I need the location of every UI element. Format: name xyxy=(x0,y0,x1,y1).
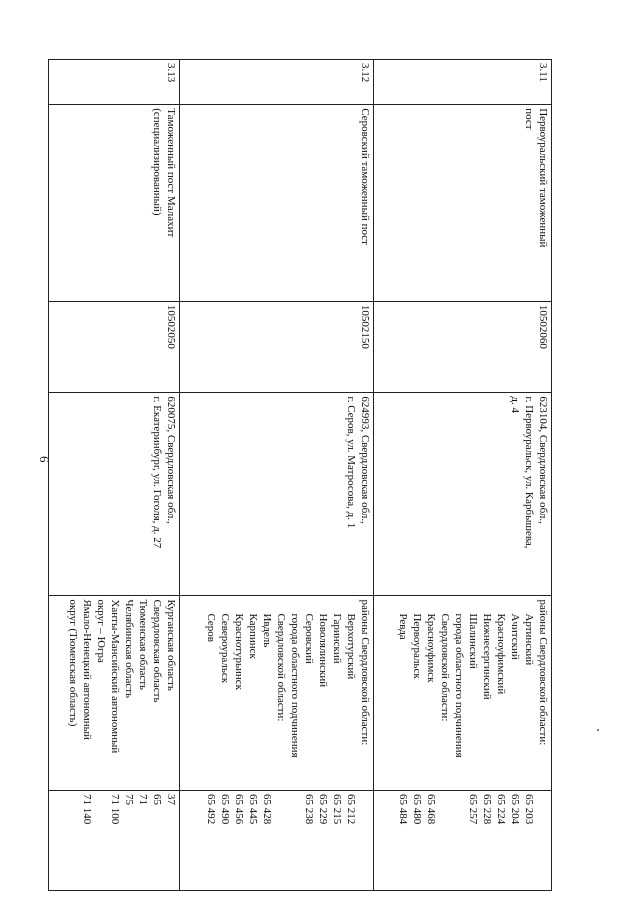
post-name-line: Серовский таможенный пост xyxy=(358,108,371,245)
page-number: 6 xyxy=(37,456,52,463)
post-name-cell xyxy=(373,105,551,302)
areas-cell xyxy=(49,596,180,791)
area-line: города областного подчинения xyxy=(453,613,465,758)
post-code: 10502060 xyxy=(373,301,551,393)
okato-line xyxy=(358,794,372,887)
post-name-line: Таможенный пост Малахит xyxy=(164,108,177,238)
okato-line: 71 xyxy=(136,794,149,806)
address-line: г. Серов, ул. Матросова, д. 1 xyxy=(344,396,357,529)
row-number: 3.11 xyxy=(373,60,551,105)
area-line: округ (Тюменская область) xyxy=(66,599,79,727)
area-line: Нижнесергинский xyxy=(481,613,493,700)
rotated-table-container xyxy=(48,59,552,891)
area-line: Серовский xyxy=(302,613,315,664)
okato-line: 37 xyxy=(164,794,177,806)
area-line: районы Свердловской области: xyxy=(358,599,371,746)
okato-line: 65 212 xyxy=(344,794,357,825)
area-line: Ивдель xyxy=(260,613,273,648)
area-line: Свердловской области: xyxy=(439,613,451,722)
okato-line xyxy=(536,794,550,887)
area-line: Верхотурский xyxy=(344,613,357,680)
area-line: Ханты-Мансийский автономный xyxy=(108,599,121,754)
okato-line xyxy=(288,794,302,887)
okato-line: 65 203 xyxy=(523,794,535,825)
okato-line: 65 484 xyxy=(397,794,409,825)
address-line: 620075, Свердловская обл., xyxy=(164,396,177,524)
areas-cell xyxy=(179,596,373,791)
post-code: 10502050 xyxy=(49,301,180,393)
area-line: Серов xyxy=(204,613,217,642)
area-line: Гаринский xyxy=(330,613,343,664)
address-line: 623104, Свердловская обл., xyxy=(537,396,549,524)
table-row xyxy=(49,60,180,891)
okato-line: 75 xyxy=(122,794,135,806)
okato-line: 65 215 xyxy=(330,794,343,825)
area-line: Курганская область xyxy=(164,599,177,691)
area-line: районы Свердловской области: xyxy=(537,599,549,746)
area-line: Ачитский xyxy=(509,613,521,660)
area-line: Челябинская область xyxy=(122,599,135,699)
okato-line xyxy=(452,794,466,887)
okato-line: 65 492 xyxy=(204,794,217,825)
area-line: Красноуфимск xyxy=(425,613,437,683)
okato-line: 71 140 xyxy=(80,794,93,825)
post-name-cell xyxy=(49,105,180,302)
okato-cell xyxy=(49,791,180,891)
post-code: 10502150 xyxy=(179,301,373,393)
area-line: Красноуфимский xyxy=(495,613,507,695)
okato-line: 65 456 xyxy=(232,794,245,825)
okato-cell xyxy=(373,791,551,891)
okato-line: 65 490 xyxy=(218,794,231,825)
okato-line: 65 229 xyxy=(316,794,329,825)
area-line: Ревда xyxy=(397,613,409,640)
address-line: г. Екатеринбург, ул. Гоголя, д. 27 xyxy=(150,396,163,549)
area-line: округ – Югра xyxy=(94,599,107,663)
post-name-cell xyxy=(179,105,373,302)
area-line: Ямало-Ненецкий автономный xyxy=(80,599,93,740)
area-line: Артинский xyxy=(523,613,535,666)
okato-line xyxy=(94,794,108,887)
table-row xyxy=(373,60,551,891)
area-line: Свердловская область xyxy=(150,599,163,703)
address-cell xyxy=(373,393,551,596)
address-line: 624993, Свердловская обл., xyxy=(358,396,371,524)
okato-line xyxy=(438,794,452,887)
address-cell xyxy=(49,393,180,596)
area-line: Тюменская область xyxy=(136,599,149,691)
areas-cell xyxy=(373,596,551,791)
area-line: Свердловской области: xyxy=(274,613,287,722)
area-line: Новолялинский xyxy=(316,613,329,688)
customs-posts-table xyxy=(48,59,552,891)
table-row xyxy=(179,60,373,891)
post-name-line: Первоуральский таможенный xyxy=(537,108,549,248)
okato-line: 65 238 xyxy=(302,794,315,825)
okato-line xyxy=(66,794,80,887)
okato-line: 65 228 xyxy=(481,794,493,825)
scan-dot xyxy=(597,729,599,731)
okato-line: 65 224 xyxy=(495,794,507,825)
okato-line: 65 445 xyxy=(246,794,259,825)
okato-line: 65 257 xyxy=(467,794,479,825)
area-line: Североуральск xyxy=(218,613,231,684)
area-line: Первоуральск xyxy=(411,613,423,679)
address-line: д. 4 xyxy=(509,396,521,414)
area-line: Краснотурьинск xyxy=(232,613,245,690)
post-name-line: (специализированный) xyxy=(150,108,163,216)
okato-line: 65 204 xyxy=(509,794,521,825)
area-line: Карпинск xyxy=(246,613,259,659)
address-line: г. Первоуральск, ул. Карбышева, xyxy=(523,396,535,549)
okato-line: 71 100 xyxy=(108,794,121,825)
area-line: города областного подчинения xyxy=(288,613,301,758)
okato-line: 65 468 xyxy=(425,794,437,825)
okato-line: 65 xyxy=(150,794,163,806)
row-number: 3.13 xyxy=(49,60,180,105)
post-name-line: пост xyxy=(523,108,535,130)
okato-line: 65 480 xyxy=(411,794,423,825)
row-number: 3.12 xyxy=(179,60,373,105)
okato-line: 65 428 xyxy=(260,794,273,825)
area-line: Шалинский xyxy=(467,613,479,669)
okato-cell xyxy=(179,791,373,891)
address-cell xyxy=(179,393,373,596)
okato-line xyxy=(274,794,288,887)
